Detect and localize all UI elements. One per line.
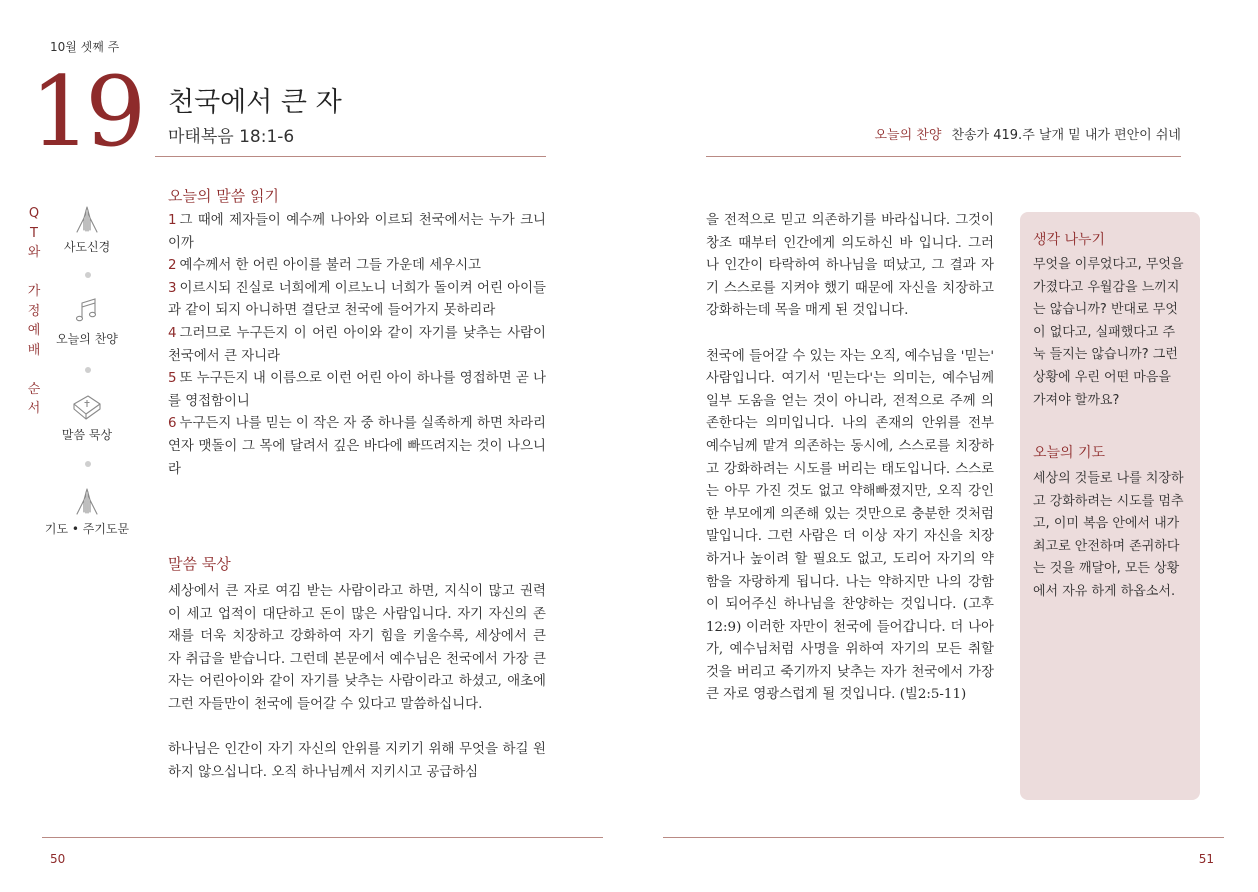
worship-order-vertical-title — [26, 204, 42, 419]
date-number: 19 — [30, 56, 141, 168]
music-note-icon — [71, 296, 103, 326]
verse — [168, 368, 546, 413]
meditation-paragraph: 하나님은 인간이 자기 자신의 안위를 지키기 위해 무엇을 하길 원하지 않으십니다. 오직 하나님께서 지키시고 공급하심 — [168, 742, 546, 780]
verse — [168, 255, 546, 278]
vertical-char: 배 — [27, 342, 41, 358]
meditation-paragraph: 세상에서 큰 자로 여김 받는 사람이라고 하면, 지식이 많고 권력이 세고 업적이 대단하고 돈이 많은 사람입니다. 자기 자신의 존재를 더욱 치장하고 강화하여 자기 힘을 키울수록, 세상에서 큰 자 취급을 받습니다. 그런데 본문에서 예수님은 천국에서 가장 큰 자는 어린아이와 같이 자기를 낮추는 사람이라고 하셨고, 애초에 그런 자들만이 천국에 들어갈 수 있다고 말씀하십니다. — [168, 584, 546, 712]
verse-text: 이르시되 진실로 너희에게 이르노니 너희가 돌이켜 어린 아이들과 같이 되지 아니하면 결단코 천국에 들어가지 못하리라 — [168, 280, 546, 319]
verse-number: 4 — [168, 325, 177, 341]
order-step-meditation — [42, 392, 132, 443]
step-separator-dot — [85, 461, 91, 467]
title-divider — [155, 156, 546, 157]
order-step-hymn — [42, 296, 132, 347]
hymn-label: 오늘의 찬양 — [874, 128, 942, 143]
footer-divider-right — [663, 837, 1224, 838]
scripture-reference: 마태복음 18:1-6 — [168, 127, 295, 147]
verse-number: 5 — [168, 371, 177, 387]
meditation-paragraph: 천국에 들어갈 수 있는 자는 오직, 예수님을 '믿는' 사람입니다. 여기서 '믿는다'는 의미는, 예수님께 일부 도움을 얻는 것이 아니라, 전적으로 주께 의존한다는 의미입니다. 나의 존재의 안위를 전부 예수님께 맡겨 의존하는 동시에, 스스로를 치장하고 강화하려는 시도를 버리는 태도입니다. 스스로는 아무 가진 것도 없고 약해빠졌지만, 오직 강인한 부모에게 의존해 있는 것만으로 충분한 것처럼 말입니다. 그런 사람은 더 이상 자기 자신을 치장하거나 높이려 할 필요도 없고, 도리어 자기의 약함을 자랑하게 됩니다. 나는 약하지만 나의 강함이 되어주신 하나님을 찬양하는 것입니다. (고후12:9) 이러한 자만이 천국에 들어갑니다. 더 나아가, 예수님처럼 사명을 위하여 자기의 모든 취할 것을 버리고 죽기까지 낮추는 자가 천국에서 가장 큰 자로 영광스럽게 될 것입니다. (빌2:5-11) — [706, 348, 994, 703]
vertical-char — [26, 263, 42, 283]
bible-book-icon — [70, 392, 104, 422]
verse-text: 그 때에 제자들이 예수께 나아와 이르되 천국에서는 누가 크니이까 — [168, 213, 546, 251]
order-step-prayer — [42, 486, 132, 537]
vertical-char: 순 — [27, 381, 41, 397]
verse — [168, 278, 546, 323]
vertical-char: 서 — [27, 401, 41, 416]
step-label: 사도신경 — [63, 240, 111, 254]
reading-heading: 오늘의 말씀 읽기 — [168, 187, 279, 205]
verse — [168, 413, 546, 481]
verse-text: 또 누구든지 내 이름으로 이런 어린 아이 하나를 영접하면 곧 나를 영접함이니 — [168, 371, 546, 409]
week-label: 10월 셋째 주 — [50, 40, 120, 54]
sharing-text: 무엇을 이루었다고, 무엇을 가졌다고 우월감을 느끼지는 않습니까? 반대로 무엇이 없다고, 실패했다고 주눅 들지는 않습니까? 그런 상황에 우린 어떤 마음을 가져야 할까요? — [1033, 257, 1184, 408]
verse-text: 그러므로 누구든지 이 어린 아이와 같이 자기를 낮추는 사람이 천국에서 큰 자니라 — [168, 325, 546, 364]
step-separator-dot — [85, 367, 91, 373]
verse-number: 6 — [168, 416, 177, 432]
step-label: 말씀 묵상 — [61, 428, 113, 442]
sharing-heading: 생각 나누기 — [1033, 232, 1106, 248]
verse-list — [168, 210, 546, 481]
page-title: 천국에서 큰 자 — [168, 87, 342, 118]
verse-text: 예수께서 한 어린 아이를 불러 그들 가운데 세우시고 — [179, 258, 481, 274]
verse-number: 2 — [168, 258, 177, 274]
meditation-heading: 말씀 묵상 — [168, 555, 231, 573]
praying-hands-icon — [71, 486, 103, 516]
step-label: 오늘의 찬양 — [56, 332, 118, 346]
verse — [168, 323, 546, 368]
verse — [168, 210, 546, 255]
step-separator-dot — [85, 272, 91, 278]
page-number-right: 51 — [1198, 852, 1214, 866]
prayer-heading: 오늘의 기도 — [1033, 445, 1106, 461]
order-step-creed — [42, 204, 132, 255]
praying-hands-icon — [71, 204, 103, 234]
hymn-divider — [706, 156, 1181, 157]
hymn-title: 찬송가 419.주 날개 밑 내가 편안이 쉬네 — [951, 128, 1181, 143]
vertical-char: 가 — [27, 284, 41, 299]
vertical-char: 예 — [27, 323, 41, 338]
todays-hymn — [875, 124, 1182, 143]
page-number-left: 50 — [50, 852, 66, 866]
vertical-char: 와 — [27, 245, 41, 260]
verse-number: 3 — [168, 280, 177, 296]
vertical-char: Q — [28, 206, 40, 221]
prayer-text: 세상의 것들로 나를 치장하고 강화하려는 시도를 멈추고, 이미 복음 안에서 내가 최고로 안전하며 존귀하다는 것을 깨달아, 모든 상황에서 자유 하게 하옵소서. — [1033, 471, 1184, 599]
verse-number: 1 — [168, 213, 177, 228]
vertical-char: 정 — [27, 303, 41, 319]
meditation-paragraph: 을 전적으로 믿고 의존하기를 바라십니다. 그것이 창조 때부터 인간에게 의도하신 바 입니다. 그러나 인간이 타락하여 하나님을 떠났고, 그 결과 자기 스스로를 지켜야 했기 때문에 자신을 치장하고 강화하는데 목을 매게 된 것입니다. — [706, 213, 994, 319]
meditation-body-left — [168, 581, 546, 784]
meditation-body-right — [706, 210, 994, 707]
vertical-char: T — [30, 225, 38, 241]
step-label: 기도 • 주기도문 — [44, 522, 130, 536]
verse-text: 누구든지 나를 믿는 이 작은 자 중 하나를 실족하게 하면 차라리 연자 맷돌이 그 목에 달려서 깊은 바다에 빠뜨려지는 것이 나으니라 — [168, 416, 546, 477]
footer-divider-left — [42, 837, 603, 838]
vertical-char — [26, 360, 42, 380]
